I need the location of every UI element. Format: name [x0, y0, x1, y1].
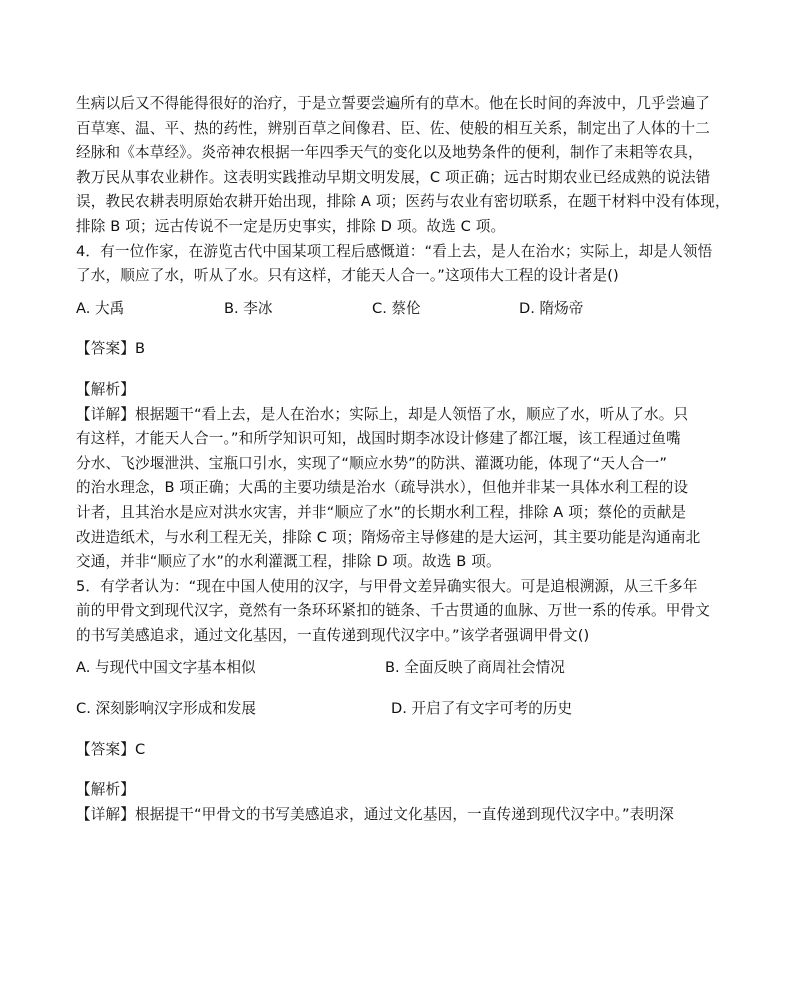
text-line: 排除 B 项；远古传说不一定是历史事实，排除 D 项。故选 C 项。	[76, 217, 506, 235]
document-content	[76, 92, 730, 827]
stem-text: 4．有一位作家，在游览古代中国某项工程后感慨道：“	[76, 242, 433, 260]
answer-label: 【答案】C	[76, 740, 146, 758]
answer-label: 【答案】B	[76, 340, 146, 358]
question-4-options	[76, 297, 696, 322]
analysis-label: 【解析】	[76, 380, 135, 398]
text-line: 百草寒、温、平、热的药性，辨别百草之间像君、臣、佐、使般的相互关系，制定出了人体的十二	[76, 119, 710, 137]
question-5-stem-line: 前的甲骨文到现代汉字，竟然有一条环环紧扣的链条、千古贯通的血脉、万世一系的传承。甲骨文	[76, 602, 710, 620]
option-d: D. 隋炀帝	[519, 299, 584, 317]
detail-line: 计者，且其治水是应对洪水灾害，并非“顺应了水”的长期水利工程，排除 A 项；蔡伦的贡献是	[76, 503, 687, 521]
question-5	[76, 575, 710, 828]
option-c: C. 蔡伦	[372, 299, 421, 317]
text-line: 生病以后又不得能得很好的治疗，于是立誓要尝遍所有的草木。他在长时间的奔波中，几乎尝遍了	[76, 95, 710, 112]
option-a: A. 与现代中国文字基本相似	[76, 659, 256, 677]
option-d: D. 开启了有文字可考的历史	[391, 700, 573, 718]
detail-text: 【详解】根据提干“	[76, 805, 202, 823]
text-line: 教万民从事农业耕作。这表明实践推动早期文明发展，C 项正确；远古时期农业已经成熟的说法错	[76, 168, 711, 186]
question-5-options-row-1	[76, 656, 696, 681]
analysis-label: 【解析】	[76, 781, 135, 799]
option-b: B. 李冰	[224, 299, 273, 317]
previous-explanation	[76, 92, 730, 240]
text-line: 误，教民农耕表明原始农耕开始出现，排除 A 项；医药与农业有密切联系，在题干材料中没有体现，	[76, 193, 730, 211]
quoted-text: 甲骨文的书写美感追求，通过文化基因，一直传递到现代汉字中。	[201, 805, 622, 823]
option-a: A. 大禹	[76, 299, 125, 317]
stem-text: ，是人在治水；实际上，却是人领悟	[476, 242, 713, 260]
detail-line: 有这样，才能天人合一。”和所学知识可知，战国时期李冰设计修建了都江堰，该工程通过鱼嘴	[76, 430, 681, 448]
question-4-stem-line	[76, 240, 713, 265]
question-4-stem-line: 了水，顺应了水，听从了水。只有这样，才能天人合一。”这项伟大工程的设计者是()	[76, 267, 619, 285]
quoted-text: 看上去	[432, 242, 477, 260]
option-c: C. 深刻影响汉字形成和发展	[76, 700, 257, 718]
question-5-stem-line: 5．有学者认为：“现在中国人使用的汉字，与甲骨文差异确实很大。可是追根溯源，从三千多年	[76, 577, 698, 595]
question-5-options-row-2	[76, 697, 696, 722]
detail-line: 分水、飞沙堰泄洪、宝瓶口引水，实现了“顺应水势”的防洪、灌溉功能，体现了“天人合一”	[76, 454, 668, 472]
detail-text: ”表明深	[621, 805, 674, 823]
detail-line: 【详解】根据题干“看上去，是人在治水；实际上，却是人领悟了水，顺应了水，听从了水。只	[76, 405, 689, 423]
question-5-stem-line: 的书写美感追求，通过文化基因，一直传递到现代汉字中。”该学者强调甲骨文()	[76, 626, 590, 644]
option-b: B. 全面反映了商周社会情况	[385, 659, 565, 677]
question-4	[76, 240, 713, 575]
detail-line: 改进造纸术，与水利工程无关，排除 C 项；隋炀帝主导修建的是大运河，其主要功能是沟通南北	[76, 528, 701, 546]
detail-line	[76, 803, 696, 828]
detail-line: 交通，并非“顺应了水”的水利灌溉工程，排除 D 项。故选 B 项。	[76, 553, 501, 571]
detail-line: 的治水理念，B 项正确；大禹的主要功绩是治水（疏导洪水），但他并非某一具体水利工程的设	[76, 479, 689, 497]
text-line: 经脉和《本草经》。炎帝神农根据一年四季天气的变化以及地势条件的便利，制作了耒耜等农具，	[76, 144, 703, 162]
